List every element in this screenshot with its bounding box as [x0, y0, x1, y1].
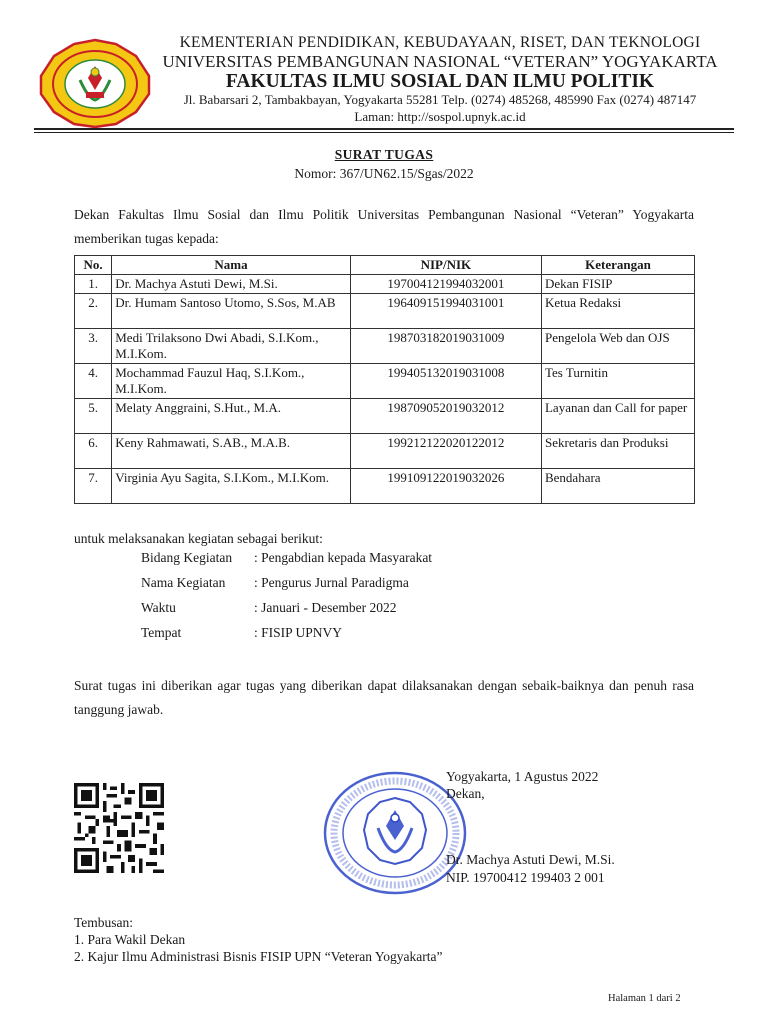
row-no: 4.: [75, 364, 112, 399]
row-no: 6.: [75, 434, 112, 469]
copies-heading: Tembusan:: [74, 915, 134, 930]
row-nip: 198703182019031009: [350, 329, 541, 364]
activity-value: : Januari - Desember 2022: [254, 600, 397, 615]
row-keterangan: Ketua Redaksi: [541, 294, 694, 329]
row-no: 3.: [75, 329, 112, 364]
header-divider-thick: [34, 128, 734, 130]
table-row: [75, 399, 695, 434]
row-nip: 198709052019032012: [350, 399, 541, 434]
document-number: Nomor: 367/UN62.15/Sgas/2022: [294, 166, 474, 181]
row-nama: Medi Trilaksono Dwi Abadi, S.I.Kom., M.I.Kom.: [112, 329, 351, 364]
row-nama: Melaty Anggraini, S.Hut., M.A.: [112, 399, 351, 434]
activity-lead: untuk melaksanakan kegiatan sebagai berikut:: [74, 531, 323, 546]
address-line: Jl. Babarsari 2, Tambakbayan, Yogyakarta 55281 Telp. (0274) 485268, 485990 Fax (0274) 487147: [183, 92, 697, 107]
row-keterangan: Dekan FISIP: [541, 275, 694, 294]
row-nama: Mochammad Fauzul Haq, S.I.Kom., M.I.Kom.: [112, 364, 351, 399]
activity-value: : Pengabdian kepada Masyarakat: [254, 550, 433, 565]
row-keterangan: Bendahara: [541, 469, 694, 504]
qr-code: [74, 783, 164, 873]
table-row: [75, 434, 695, 469]
table-header-row: [75, 256, 695, 275]
header-keterangan: Keterangan: [541, 256, 694, 275]
row-keterangan: Sekretaris dan Produksi: [541, 434, 694, 469]
activity-label: Bidang Kegiatan: [141, 550, 233, 565]
faculty-name: FAKULTAS ILMU SOSIAL DAN ILMU POLITIK: [225, 71, 655, 92]
row-nip: 199405132019031008: [350, 364, 541, 399]
activity-label: Tempat: [141, 625, 182, 640]
row-keterangan: Pengelola Web dan OJS: [541, 329, 694, 364]
copies-item: 1. Para Wakil Dekan: [74, 932, 186, 947]
page-number: Halaman 1 dari 2: [608, 993, 681, 1004]
university-logo: [36, 38, 154, 128]
row-nama: Virginia Ayu Sagita, S.I.Kom., M.I.Kom.: [112, 469, 351, 504]
document-title: SURAT TUGAS: [334, 147, 434, 162]
header-nama: Nama: [112, 256, 351, 275]
signature-name: Dr. Machya Astuti Dewi, M.Si.: [446, 852, 615, 867]
ministry-name: KEMENTERIAN PENDIDIKAN, KEBUDAYAAN, RISET, DAN TEKNOLOGI: [179, 34, 701, 51]
copies-item: 2. Kajur Ilmu Administrasi Bisnis FISIP UPN “Veteran Yogyakarta”: [74, 949, 443, 964]
row-nip: 196409151994031001: [350, 294, 541, 329]
activity-value: : Pengurus Jurnal Paradigma: [254, 575, 409, 590]
activity-label: Nama Kegiatan: [141, 575, 226, 590]
header-no: No.: [75, 256, 112, 275]
row-no: 2.: [75, 294, 112, 329]
header-nip: NIP/NIK: [350, 256, 541, 275]
row-nip: 199109122019032026: [350, 469, 541, 504]
website-line: Laman: http://sospol.upnyk.ac.id: [354, 109, 526, 124]
row-nama: Dr. Humam Santoso Utomo, S.Sos, M.AB: [112, 294, 351, 329]
row-no: 7.: [75, 469, 112, 504]
row-nama: Dr. Machya Astuti Dewi, M.Si.: [112, 275, 351, 294]
table-row: [75, 469, 695, 504]
row-keterangan: Layanan dan Call for paper: [541, 399, 694, 434]
row-no: 1.: [75, 275, 112, 294]
row-no: 5.: [75, 399, 112, 434]
table-row: [75, 329, 695, 364]
table-row: [75, 294, 695, 329]
table-row: [75, 364, 695, 399]
row-nip: 197004121994032001: [350, 275, 541, 294]
signature-nip: NIP. 19700412 199403 2 001: [446, 870, 605, 885]
header-divider-thin: [34, 132, 734, 133]
table-row: [75, 275, 695, 294]
signature-place-date: Yogyakarta, 1 Agustus 2022: [446, 769, 599, 784]
row-nip: 199212122020122012: [350, 434, 541, 469]
signature-position: Dekan,: [446, 786, 485, 801]
row-keterangan: Tes Turnitin: [541, 364, 694, 399]
assignee-table: [74, 255, 695, 504]
row-nama: Keny Rahmawati, S.AB., M.A.B.: [112, 434, 351, 469]
intro-paragraph: Dekan Fakultas Ilmu Sosial dan Ilmu Politik Universitas Pembangunan Nasional “Veteran” Yogyakarta memberikan tugas kepada:: [74, 207, 694, 246]
activity-value: : FISIP UPNVY: [254, 625, 343, 640]
university-name: UNIVERSITAS PEMBANGUNAN NASIONAL “VETERAN” YOGYAKARTA: [162, 52, 718, 71]
closing-paragraph: Surat tugas ini diberikan agar tugas yang diberikan dapat dilaksanakan dengan sebaik-baiknya dan penuh rasa tanggung jawab.: [74, 678, 694, 717]
activity-label: Waktu: [141, 600, 176, 615]
